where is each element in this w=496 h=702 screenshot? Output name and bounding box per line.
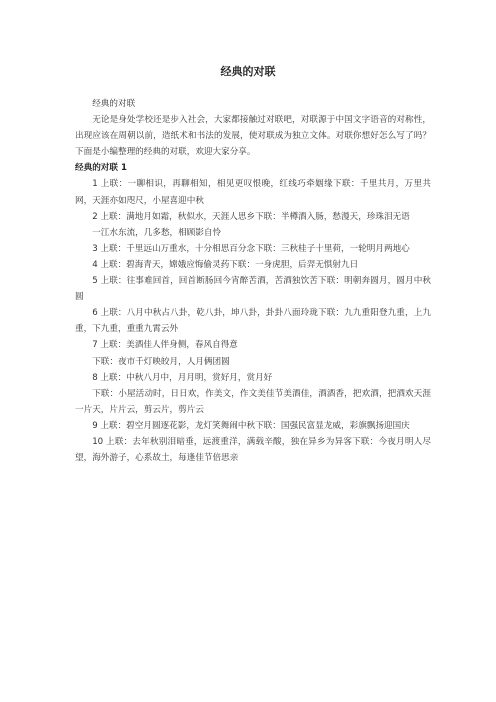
document-body: [75, 96, 431, 466]
couplet-paragraph: 一江水东流，几多愁，相顾影自怜: [92, 227, 222, 238]
couplet-paragraph: 2 上联：满地月如霜，秋似水，天涯人思乡下联：半樽酒入肠，愁漫天，珍珠泪无语: [92, 211, 410, 222]
intro-paragraph: 无论是身处学校还是步入社会，大家都接触过对联吧，对联源于中国文字语音的对称性，出现应该在周朝以前，造纸术和书法的发展，使对联成为独立文体。对联你想好怎么写了吗？下面是小编整理的经典的对联，欢迎大家分享。: [75, 115, 431, 158]
couplet-paragraph: 8 上联：中秋八月中，月月明，赏好月，赏月好: [92, 372, 273, 383]
couplet-paragraph: 5 上联：往事难回首，回首断肠回今宵醉苦酒，苦酒独饮苦下联：明朝奔圆月，圆月中秋圆: [75, 276, 431, 303]
couplet-paragraph: 4 上联：碧海青天，嫦娥应悔偷灵药下联：一身虎胆，后羿无惧射九日: [92, 259, 359, 270]
subtitle-paragraph: 经典的对联: [92, 99, 136, 109]
couplet-paragraph: 6 上联：八月中秋占八卦，乾八卦，坤八卦，卦卦八面玲珑下联：九九重阳登九重，上九重，下九重，重重九霄云外: [75, 308, 431, 335]
document-title: 经典的对联: [220, 65, 276, 78]
couplet-paragraph: 下联：夜市千灯映皎月，人月俩团圆: [92, 356, 230, 367]
section-heading: 经典的对联 1: [75, 163, 127, 174]
couplet-paragraph: 10 上联：去年秋别泪暗垂，远渡重洋，满载辛酸，独在异乡为异客下联：今夜月明人尽望，海外游子，心系故土，每逢佳节倍思亲: [75, 436, 431, 464]
couplet-paragraph: 3 上联：千里远山万重水，十分相思百分念下联：三秋桂子十里荷，一轮明月两地心: [92, 243, 410, 254]
couplet-paragraph: 9 上联：碧空月圆逐花影，龙灯笑舞闹中秋下联：国强民富显龙威，彩旗飘扬迎国庆: [92, 420, 410, 431]
couplet-paragraph: 1 上联：一聊相识，再聊相知，相见更叹恨晚，红线巧牵姻缘下联：千里共月，万里共网，天涯亦如咫尺，小屋喜迎中秋: [75, 179, 431, 206]
couplet-paragraph: 下联：小屋活动时，日日欢，作美文，作文美佳节美酒佳，酒酒香，把欢酒，把酒欢天涯一片天，片片云，剪云片，剪片云: [75, 388, 431, 415]
couplet-paragraph: 7 上联：美酒佳人伴身侧，春风自得意: [92, 340, 238, 351]
